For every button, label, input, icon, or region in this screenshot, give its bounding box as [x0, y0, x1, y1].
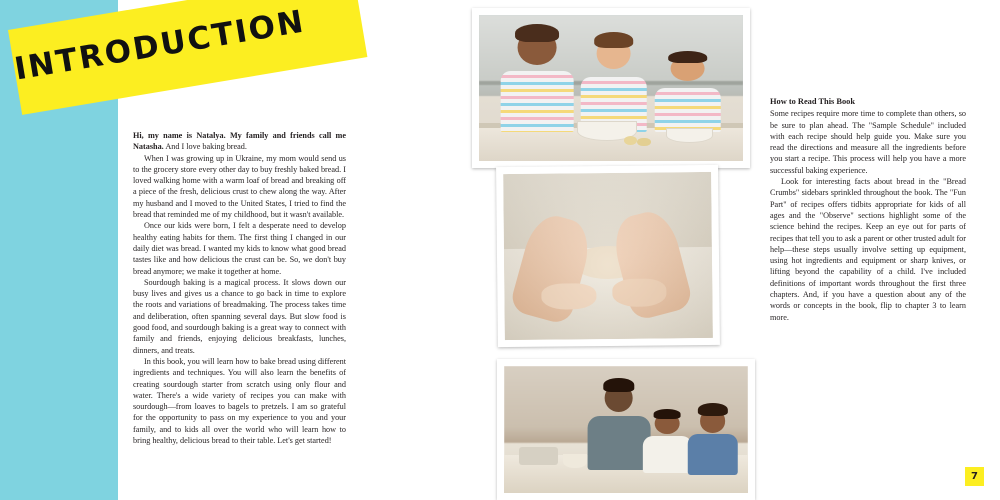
lead-sentence: Hi, my name is Natalya. My family and friends call me Natasha.	[133, 131, 346, 152]
sidebar-heading: How to Read This Book	[770, 97, 856, 106]
photo-three-girls-baking	[472, 8, 750, 168]
body-paragraph: Sourdough baking is a magical process. It slows down our busy lives and gives us a chance to go back in time to explore the roots and variations of breadmaking. The process takes time and deliberation, often spanning several days. But slow food is good food, and sourdough baking is a great way to connect with family and friends, enjoying delicious breakfasts, lunches, dinners, and treats.	[133, 277, 346, 355]
how-to-read-column	[770, 96, 966, 323]
body-paragraph: Once our kids were born, I felt a desperate need to develop healthy eating habits for them. The first thing I changed in our daily diet was bread. I wanted my kids to know what good bread tastes like and how delicious the crust can be. So, we don't buy bread anymore; we make it together at home.	[133, 221, 346, 276]
lead-rest: And I love baking bread.	[163, 142, 247, 152]
body-paragraph: When I was growing up in Ukraine, my mom would send us to the grocery store every other day to buy freshly baked bread. I loved walking home with a warm loaf of bread and breaking off a piece of the fresh, delicious crust to chew along the way. After my husband and I moved to the United States, I tried to find the bread that reminded me of my childhood, but it wasn't available.	[133, 153, 346, 220]
photo-father-and-children-baking	[497, 359, 755, 500]
page-number: 7	[965, 467, 984, 486]
sidebar-paragraph: Look for interesting facts about bread in the "Bread Crumbs" sidebars sprinkled throughout the book. The "Fun Part" of recipes offers tidbits appropriate for kids of all ages and the "Observe" sections highlight some of the science behind the recipes. Keep an eye out for parts of recipes that tell you to ask a parent or other trusted adult for help—these steps usually involve setting up equipment, using hot ingredients and equipment or sharp knives, or lifting beyond the capability of a child. I've included definitions of important words throughout the first three chapters. And, if you have a question about any of the words or concepts in the book, flip to chapter 3 to learn more.	[770, 177, 966, 322]
main-text-column	[133, 130, 346, 446]
lead-paragraph	[133, 130, 346, 153]
body-paragraph: In this book, you will learn how to bake bread using different ingredients and techniques. You will also learn the benefits of creating sourdough starter from scratch using only flour and water. There's a wide variety of recipes you can make with sourdough—from loaves to bagels to pretzels. I am so grateful for the opportunity to pass on my experience to you and your family, and to kids all over the world who will learn how to bring healthy, delicious bread to their table. Let's get started!	[133, 356, 346, 446]
photo-hands-kneading-dough	[496, 165, 720, 347]
page-title: INTRODUCTION	[12, 3, 308, 88]
sidebar-paragraph: Some recipes require more time to complete than others, so be sure to plan ahead. The "Sample Schedule" included with each recipe should help guide you. Make sure you read the directions and measure all the ingredients before you start a recipe. This process will help you have a more successful baking experience.	[770, 109, 966, 175]
